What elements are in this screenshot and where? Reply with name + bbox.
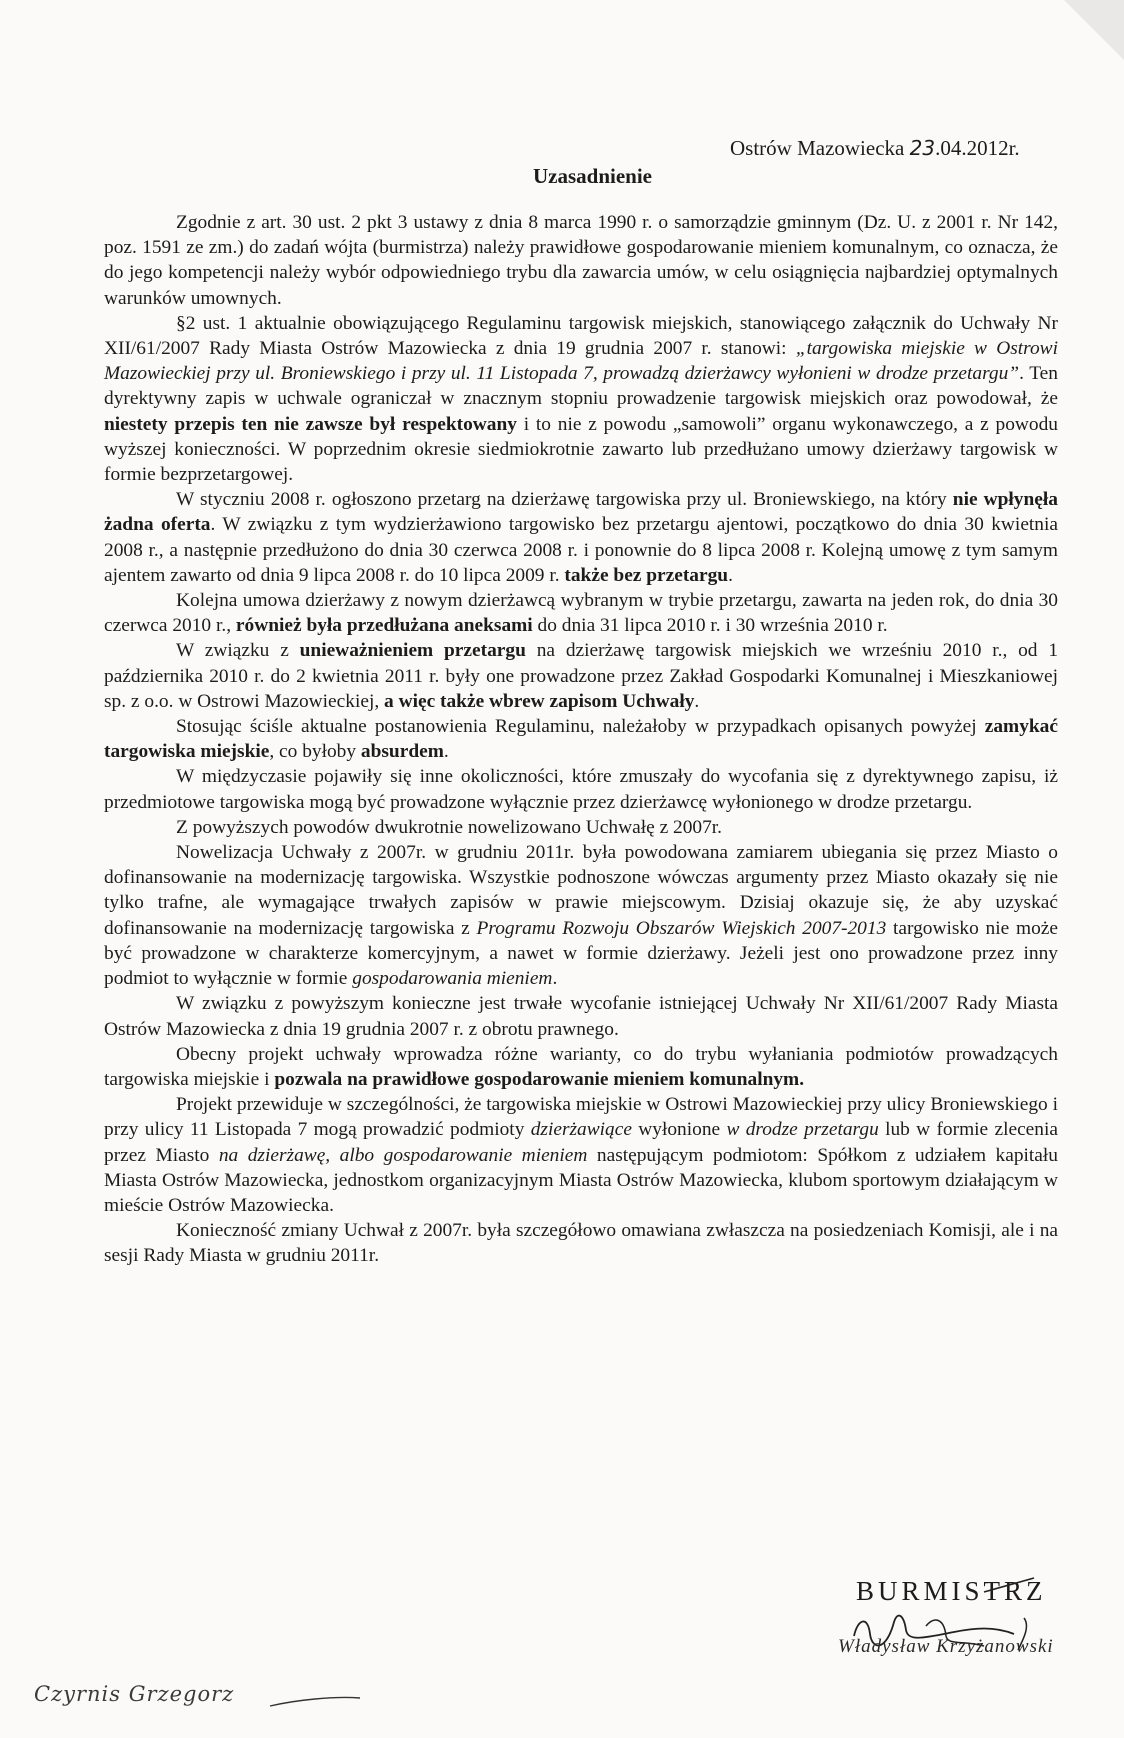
bold-text: zamykać targowiska miejskie [104, 716, 1058, 763]
text-run: Nowelizacja Uchwały z 2007r. w grudniu 2011r. była powodowana zamiarem ubiegania się przez Miasto o dofinansowanie na modernizację targowiska. Wszystkie podnoszone wówczas argumenty przez Miasto okazały się nie tylko trafne, ale wymagające trwałych zapisów w prawie miejscowym. Dzisiaj okazuje się, że aby uzyskać dofinansowanie na modernizację targowiska z [104, 842, 1058, 939]
document-body [104, 210, 1058, 1269]
text-run: W styczniu 2008 r. ogłoszono przetarg na dzierżawę targowiska przy ul. Broniewskiego, na który [176, 489, 953, 511]
body-paragraph [104, 714, 1058, 764]
text-run: . [443, 741, 449, 763]
italic-text: „targowiska miejskie w Ostrowi Mazowieckiej przy ul. Broniewskiego i przy ul. 11 Listopada 7, prowadzą dzierżawcy wyłonieni w drodze przetargu” [104, 338, 1058, 385]
bold-text: unieważnieniem przetargu [299, 640, 526, 662]
text-run: W międzyczasie pojawiły się inne okoliczności, które zmuszały do wycofania się z dyrektywnego zapisu, iż przedmiotowe targowiska mogą być prowadzone wyłącznie przez dzierżawcę wyłonionego w drodze przetargu. [104, 766, 1058, 813]
handwritten-note-text: Czyrnis Grzegorz [34, 1682, 235, 1706]
place-name: Ostrów Mazowiecka [730, 136, 910, 160]
body-paragraph [104, 638, 1058, 714]
handwritten-underline [34, 1676, 364, 1726]
text-run: , co byłoby [269, 741, 361, 763]
text-run: W związku z powyższym konieczne jest trwałe wycofanie istniejącej Uchwały Nr XII/61/2007 Rady Miasta Ostrów Mazowiecka z dnia 19 grudnia 2007 r. z obrotu prawnego. [104, 993, 1058, 1040]
text-run: . [694, 690, 700, 712]
handwritten-note [34, 1676, 364, 1726]
text-run: Zgodnie z art. 30 ust. 2 pkt 3 ustawy z dnia 8 marca 1990 r. o samorządzie gminnym (Dz. U. z 2001 r. Nr 142, poz. 1591 ze zm.) do zadań wójta (burmistrza) należy prawidłowe gospodarowanie mieniem komunalnym, co oznacza, że do jego kompetencji należy wybór odpowiedniego trybu dla zawarcia umów, w celu osiągnięcia najbardziej optymalnych warunków umownych. [104, 212, 1058, 309]
body-paragraph [104, 588, 1058, 638]
bold-text: niestety przepis ten nie zawsze był respektowany [104, 413, 517, 435]
date-day-handwritten: 23 [909, 136, 936, 160]
signature-scribble [834, 1576, 1084, 1686]
italic-text: gospodarowania mieniem [352, 968, 553, 990]
bold-text: absurdem [360, 741, 444, 763]
date-rest: .04.2012r. [935, 136, 1020, 160]
body-paragraph [104, 1092, 1058, 1218]
text-run: Obecny projekt uchwały wprowadza różne warianty, co do trybu wyłaniania podmiotów prowadzących targowiska miejskie i [104, 1043, 1058, 1090]
body-paragraph [104, 1218, 1058, 1268]
italic-text: dzierżawiące [530, 1119, 632, 1141]
place-date [730, 136, 1020, 161]
italic-text: na dzierżawę, albo gospodarowanie mieniem [218, 1144, 588, 1166]
text-run: W związku z [176, 640, 300, 662]
text-run: . Ten dyrektywny zapis w uchwale ograniczał w znacznym stopniu prowadzenie targowisk miejskich oraz powodował, że [104, 363, 1058, 410]
text-run: Kolejna umowa dzierżawy z nowym dzierżawcą wybranym w trybie przetargu, zawarta na jeden rok, do dnia 30 czerwca 2010 r., [104, 590, 1058, 637]
body-paragraph [104, 210, 1058, 311]
text-run: i to nie z powodu „samowoli” organu wykonawczego, a z powodu wyższej konieczności. W poprzednim okresie siedmiokrotnie zawarto lub przedłużano umowy dzierżawy targowisk w formie bezprzetargowej. [104, 413, 1059, 486]
text-run: Konieczność zmiany Uchwał z 2007r. była szczegółowo omawiana zwłaszcza na posiedzeniach Komisji, ale i na sesji Rady Miasta w grudniu 2011r. [104, 1220, 1058, 1267]
signature-title: BURMISTRZ [856, 1576, 1047, 1606]
text-run: Stosując ściśle aktualne postanowienia Regulaminu, należałoby w przypadkach opisanych powyżej [176, 716, 985, 738]
text-run: targowisko nie może być prowadzone w charakterze komercyjnym, a nawet w formie dzierżawy. Jeżeli jest ono prowadzone przez inny podmiot to wyłącznie w formie [104, 917, 1058, 990]
body-paragraph [104, 311, 1058, 487]
body-paragraph [104, 840, 1058, 991]
document-title: Uzasadnienie [533, 164, 653, 188]
signature-block [834, 1576, 1084, 1696]
text-run: na dzierżawę targowisk miejskich we wrześniu 2010 r., od 1 października 2010 r. do 2 kwietnia 2011 r. były one prowadzone przez Zakład Gospodarki Komunalnej i Mieszkaniowej sp. z o.o. w Ostrowi Mazowieckiej, [104, 640, 1059, 712]
italic-text: Programu Rozwoju Obszarów Wiejskich 2007-2013 [476, 917, 887, 939]
text-run: do dnia 31 lipca 2010 r. i 30 września 2010 r. [532, 615, 888, 637]
text-run: . [728, 564, 733, 586]
body-paragraph [104, 815, 1058, 840]
text-run: Projekt przewiduje w szczególności, że targowiska miejskie w Ostrowi Mazowieckiej przy ulicy Broniewskiego i przy ulicy 11 Listopada 7 mogą prowadzić podmioty [104, 1094, 1058, 1141]
bold-text: nie wpłynęła żadna oferta [104, 489, 1058, 536]
bold-text: a więc także wbrew zapisom Uchwały [384, 690, 695, 712]
text-run: . [552, 968, 558, 990]
text-run: lub w formie zlecenia przez Miasto [104, 1119, 1058, 1166]
body-paragraph [104, 991, 1058, 1041]
body-paragraph [104, 1042, 1058, 1092]
body-paragraph [104, 764, 1058, 814]
text-run: Z powyższych powodów dwukrotnie nowelizowano Uchwałę z 2007r. [176, 816, 723, 838]
text-run: następującym podmiotom: Spółkom z udziałem kapitału Miasta Ostrów Mazowiecka, jednostkom organizacyjnym Miasta Ostrów Mazowiecka, klubom sportowym działającym w mieście Ostrów Mazowiecka. [104, 1144, 1058, 1216]
body-paragraph [104, 487, 1058, 588]
italic-text: w drodze przetargu [726, 1119, 879, 1141]
bold-text: także bez przetargu [564, 564, 729, 586]
bold-text: pozwala na prawidłowe gospodarowanie mieniem komunalnym. [274, 1068, 805, 1090]
text-run: wyłonione [631, 1119, 727, 1141]
signature-name: Władysław Krzyżanowski [838, 1636, 1054, 1657]
bold-text: również była przedłużana aneksami [235, 615, 533, 637]
text-run: §2 ust. 1 aktualnie obowiązującego Regulaminu targowisk miejskich, stanowiącego załącznik do Uchwały Nr XII/61/2007 Rady Miasta Ostrów Mazowiecka z dnia 19 grudnia 2007 r. stanowi: [104, 312, 1058, 360]
text-run: . W związku z tym wydzierżawiono targowisko bez przetargu ajentowi, początkowo do dnia 30 kwietnia 2008 r., a następnie przedłużono do dnia 30 czerwca 2008 r. i ponownie do 8 lipca 2008 r. Kolejną umowę z tym samym ajentem zawarto od dnia 9 lipca 2008 r. do 10 lipca 2009 r. [104, 514, 1058, 586]
page-corner [1064, 0, 1124, 60]
